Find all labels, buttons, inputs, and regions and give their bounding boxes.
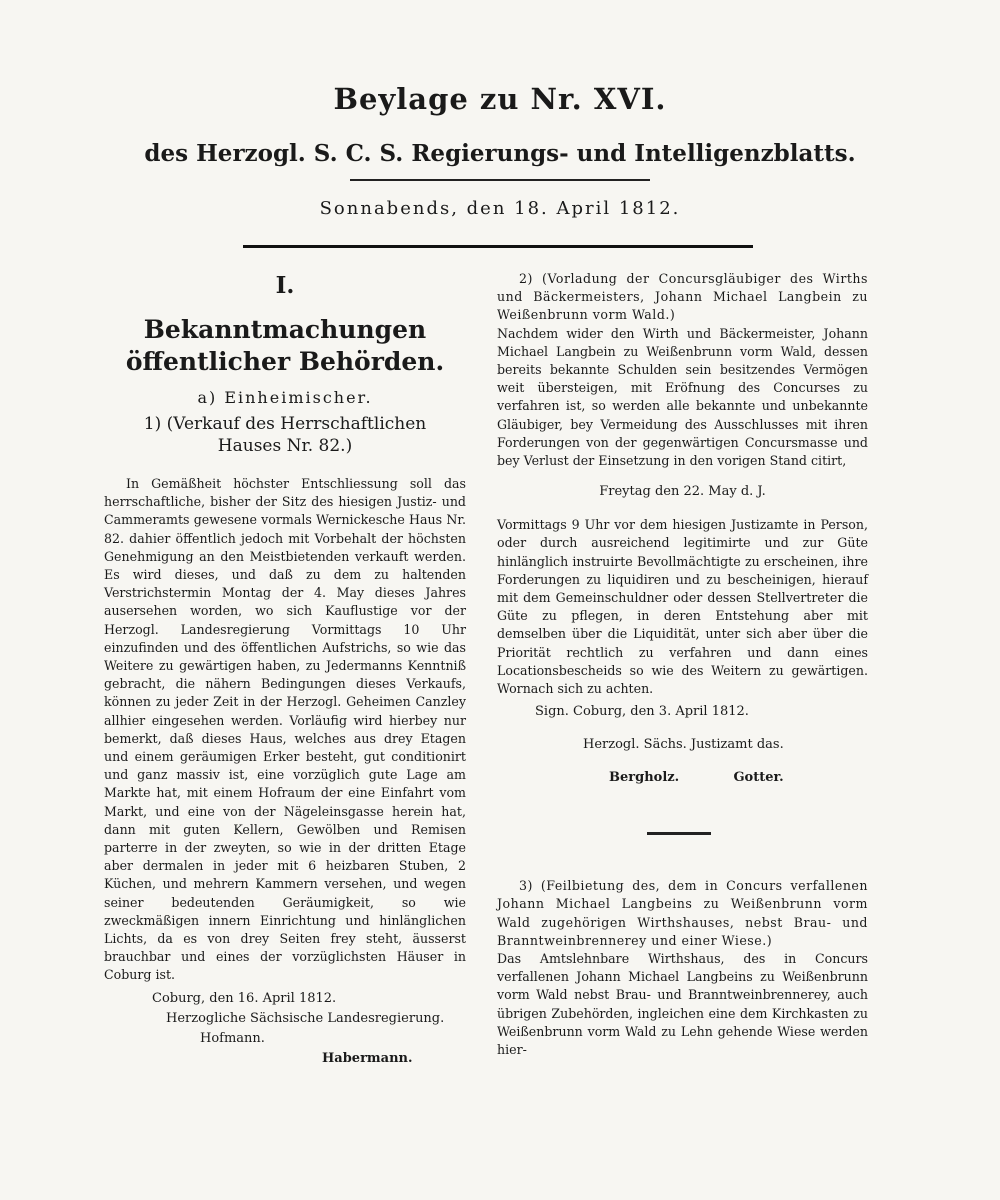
header-rule: [243, 245, 753, 248]
item-2-body: Nachdem wider den Wirth und Bäckermeister, Johann Michael Langbein zu Weißenbrunn vorm Wald, dessen bereits bekannte Schulden sein besitzendes Vermögen weit übersteigen, mit Eröfnung des Concurses zu verfahren ist, so werden alle bekannte und unbekannte Gläubiger, bey Vermeidung des Ausschlusses mit ihren Forderungen von der gegenwärtigen Concursmasse und bey Verlust der Einsetzung in den vorigen Stand citirt,: [497, 325, 868, 469]
item-2-title: 2) (Vorladung der Concursgläubiger des Wirths und Bäckermeisters, Johann Michael Langbein zu Weißenbrunn vorm Wald.): [497, 271, 868, 323]
item-1-body: In Gemäßheit höchster Entschliessung soll das herrschaftliche, bisher der Sitz des hiesigen Justiz- und Cammeramts gewesene vormals Wernickesche Haus Nr. 82. dahier öffentlich jedoch mit Vorbehalt der höchsten Genehmigung an den Meistbietenden verkauft werden. Es wird dieses, und daß zu dem zu haltenden Verstrichstermin Montag der 4. May dieses Jahres ausersehen worden, wo sich Kauflustige vor der Herzogl. Landesregierung Vormittags 10 Uhr einzufinden und des öffentlichen Aufstrichs, so wie das Weitere zu gewärtigen haben, zu Jedermanns Kenntniß gebracht, die nähern Bedingungen dieses Verkaufs, können zu jeder Zeit in der Herzogl. Geheimen Canzley allhier eingesehen werden. Vorläufig wird hierbey nur bemerkt, daß dieses Haus, welches aus drey Etagen und einem geräumigen Erker besteht, gut conditionirt und ganz massiv ist, eine vorzüglich gute Lage am Markte hat, mit einem Hofraum der eine Einfahrt vom Markt, und eine von der Nägeleinsgasse herein hat, dann mit guten Kellern, Gewölben und Remisen parterre in der zweyten, so wie in der dritten Etage aber dermalen in jeder mit 6 heizbaren Stuben, 2 Küchen, und mehrern Kammern versehen, und wegen seiner bedeutenden Geräumigkeit, so wie zweckmäßigen innern Einrichtung und hinlänglichen Lichts, da es von drey Seiten frey steht, äusserst brauchbar und eines der vorzüglichsten Häuser in Coburg ist.: [104, 476, 466, 983]
subsection-title: a) Einheimischer.: [197, 388, 373, 407]
item-2-signers: [497, 768, 868, 788]
item-2-signer-1: Bergholz.: [609, 770, 680, 786]
item-2-signature-date: Sign. Coburg, den 3. April 1812.: [535, 704, 749, 720]
header-divider: [350, 179, 650, 181]
section-title: Bekanntmachungen öffentlicher Behörden.: [125, 315, 445, 376]
item-1-title: 1) (Verkauf des Herrschaftlichen Hauses Nr. 82.): [143, 414, 427, 456]
item-2-signer-2: Gotter.: [733, 770, 784, 786]
item-1-signer-1: Hofmann.: [200, 1030, 265, 1046]
right-column: [497, 270, 868, 1059]
item-1-signer-2: Habermann.: [322, 1050, 413, 1066]
item-1-authority: Herzogliche Sächsische Landesregierung.: [166, 1010, 445, 1026]
item-3-title: 3) (Feilbietung des, dem in Concurs verfallenen Johann Michael Langbeins zu Weißenbrunn vorm Wald zugehörigen Wirthshauses, nebst Brau- und Branntweinbrennerey und einer Wiese.): [497, 878, 868, 948]
page-subtitle: des Herzogl. S. C. S. Regierungs- und Intelligenzblatts.: [144, 140, 856, 167]
section-number: I.: [275, 272, 295, 299]
item-2-body-2: Vormittags 9 Uhr vor dem hiesigen Justizamte in Person, oder durch ausreichend legitimirte und zur Güte hinlänglich instruirte Bevollmächtigte zu erscheinen, ihre Forderungen zu liquidiren und zu bescheinigen, hierauf mit dem Gemeinschuldner oder dessen Stellvertreter die Güte zu pflegen, in deren Entstehung aber mit demselben über die Liquidität, unter sich aber über die Priorität rechtlich zu verfahren und dann eines Locationsbescheids so wie des Weitern zu gewärtigen. Wornach sich zu achten.: [497, 517, 868, 697]
article-separator: [647, 832, 711, 835]
page-title: Beylage zu Nr. XVI.: [333, 82, 667, 116]
issue-date: Sonnabends, den 18. April 1812.: [319, 198, 681, 219]
item-3-body: Das Amtslehnbare Wirthshaus, des in Concurs verfallenen Johann Michael Langbeins zu Weißenbrunn vorm Wald nebst Brau- und Branntweinbrennerey, auch übrigen Zubehörden, ingleichen eine dem Kirchkasten zu Weißenbrunn vorm Wald zu Lehn gehende Wiese werden hier-: [497, 951, 868, 1058]
item-2-date-line: Freytag den 22. May d. J.: [599, 484, 766, 500]
item-2-authority: Herzogl. Sächs. Justizamt das.: [583, 737, 784, 753]
item-1-signature-date: Coburg, den 16. April 1812.: [152, 990, 337, 1006]
left-column: [104, 270, 466, 1069]
